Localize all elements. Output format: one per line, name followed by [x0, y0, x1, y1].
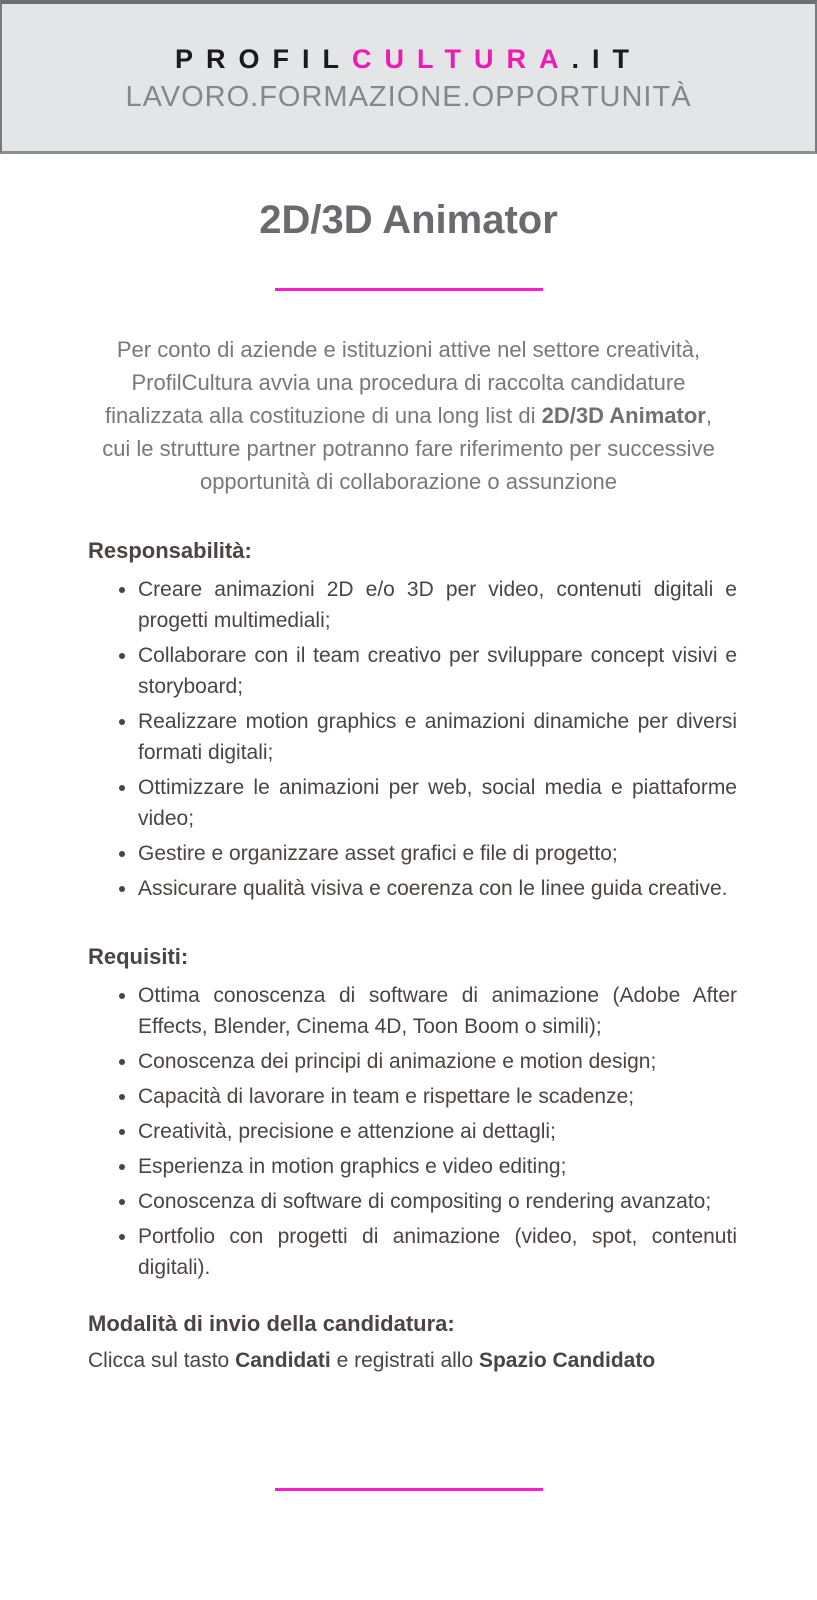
responsibilities-list	[88, 574, 737, 904]
site-tagline: LAVORO.FORMAZIONE.OPPORTUNITÀ	[125, 81, 692, 113]
list-item: • Esperienza in motion graphics e video editing;	[138, 1151, 737, 1182]
list-item: • Realizzare motion graphics e animazioni dinamiche per diversi formati digitali;	[138, 706, 737, 768]
responsibilities-heading: Responsabilità:	[88, 538, 252, 563]
list-item: • Gestire e organizzare asset grafici e file di progetto;	[138, 838, 737, 869]
job-posting-body	[0, 196, 817, 1491]
list-item: • Ottima conoscenza di software di animazione (Adobe After Effects, Blender, Cinema 4D, Toon Boom o simili);	[138, 980, 737, 1042]
requirements-heading: Requisiti:	[88, 944, 189, 969]
site-header	[0, 0, 817, 154]
section-requirements	[88, 944, 737, 1283]
application-bold-spazio-candidato: Spazio Candidato	[478, 1349, 656, 1372]
site-logo[interactable]	[2, 44, 815, 75]
logo-part-it: .IT	[571, 44, 642, 74]
divider-top	[275, 288, 543, 291]
section-application	[88, 1311, 737, 1376]
list-item: • Conoscenza dei principi di animazione e motion design;	[138, 1046, 737, 1077]
application-text-1: Clicca sul tasto	[88, 1349, 236, 1372]
list-item: • Capacità di lavorare in team e rispettare le scadenze;	[138, 1081, 737, 1112]
page-title: 2D/3D Animator	[259, 198, 558, 242]
application-heading: Modalità di invio della candidatura:	[88, 1311, 455, 1336]
requirements-list	[88, 980, 737, 1283]
divider-bottom	[275, 1488, 543, 1491]
logo-part-profil: PROFIL	[175, 44, 352, 74]
list-item: • Creare animazioni 2D e/o 3D per video, contenuti digitali e progetti multimediali;	[138, 574, 737, 636]
list-item: • Collaborare con il team creativo per sviluppare concept visivi e storyboard;	[138, 640, 737, 702]
intro-text-1: Per conto di aziende e istituzioni attive nel settore creatività, ProfilCultura avvia una procedura di raccolta candidature finalizzata alla costituzione di una long list di	[105, 337, 701, 428]
list-item: • Ottimizzare le animazioni per web, social media e piattaforme video;	[138, 772, 737, 834]
application-instructions	[88, 1345, 737, 1376]
application-text-2: e registrati allo	[330, 1349, 479, 1372]
application-bold-candidati: Candidati	[235, 1349, 331, 1372]
list-item: • Assicurare qualità visiva e coerenza con le linee guida creative.	[138, 873, 737, 904]
list-item: • Portfolio con progetti di animazione (video, spot, contenuti digitali).	[138, 1221, 737, 1283]
intro-bold-role: 2D/3D Animator	[541, 403, 706, 428]
job-intro-paragraph	[93, 333, 725, 498]
intro-text-2: , cui le strutture partner potranno fare riferimento per successive opportunità di collaborazione o assunzione	[102, 403, 715, 494]
list-item: • Conoscenza di software di compositing o rendering avanzato;	[138, 1186, 737, 1217]
section-responsibilities	[88, 538, 737, 904]
logo-part-cultura: CULTURA	[352, 44, 572, 74]
list-item: • Creatività, precisione e attenzione ai dettagli;	[138, 1116, 737, 1147]
